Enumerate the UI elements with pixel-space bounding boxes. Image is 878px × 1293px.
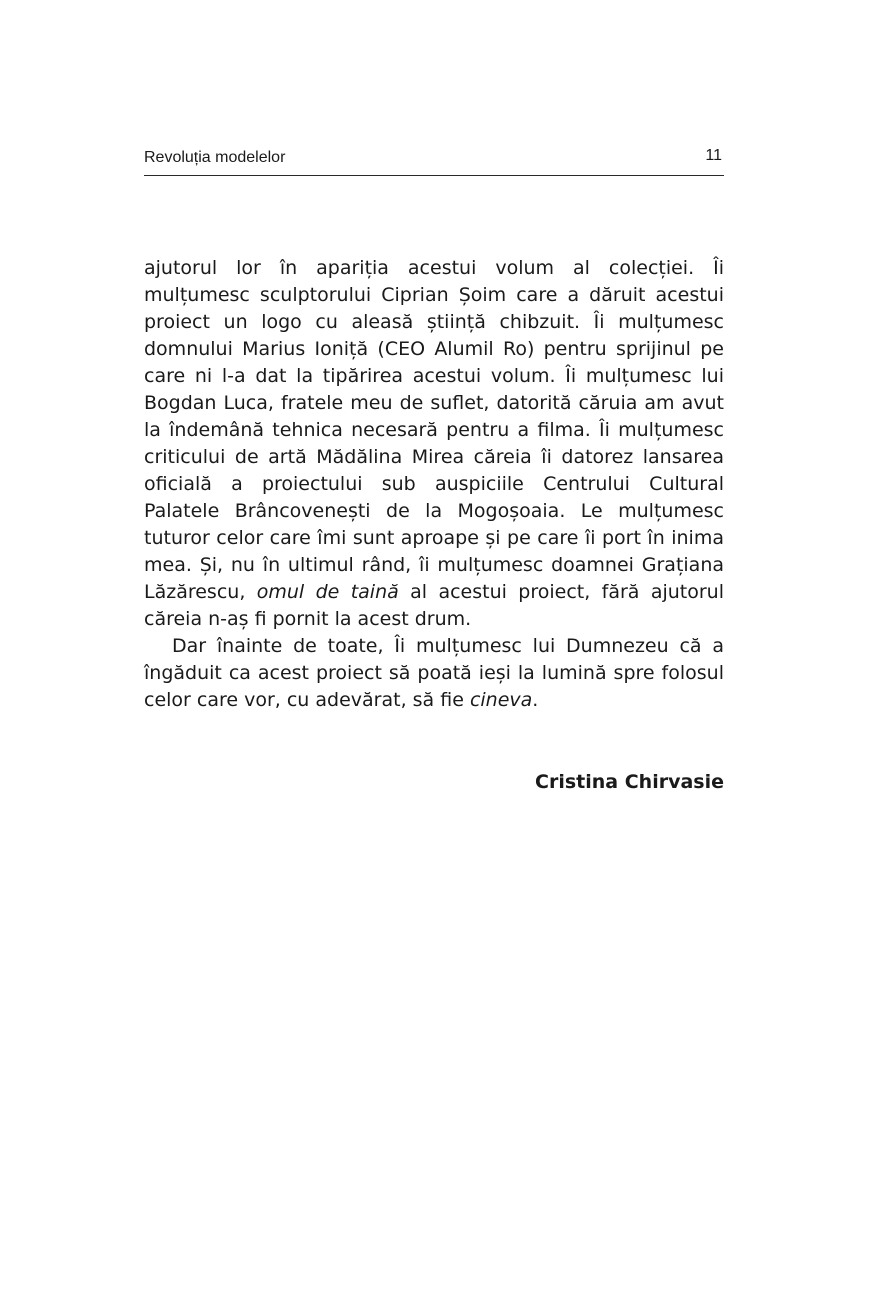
paragraph-2-emphasis: cineva xyxy=(469,689,533,711)
paragraph-1-text-a: ajutorul lor în apariția acestui volum al colecției. Îi mulțumesc sculptorului Ciprian Șoim care a dăruit acestui proiect un logo cu aleasă știință chibzuit. Îi mulțumesc domnului Marius Ioniță (CEO Alumil Ro) pentru sprijinul pe care ni l-a dat la tipărirea acestui volum. Îi mulțumesc lui Bogdan Luca, fratele meu de suflet, datorită căruia am avut la îndemână tehnica necesară pentru a filma. Îi mulțumesc criticului de artă Mădălina Mirea căreia îi datorez lansarea oficială a proiectului sub auspiciile Centrului Cultural Palatele Brâncovenești de la Mogoșoaia. Le mulțumesc tuturor celor care îmi sunt aproape și pe care îi port în inima mea. Și, nu în ultimul rând, îi mulțumesc doamnei Grațiana Lăzărescu, xyxy=(144,257,724,603)
paragraph-1-emphasis: omul de taină xyxy=(256,581,399,603)
paragraph-1-text-b: al acestui proiect, fără ajutorul căreia n-aș fi pornit la acest drum. xyxy=(144,581,724,630)
running-title: Revoluția modelelor xyxy=(144,149,286,166)
running-header xyxy=(144,146,724,176)
author-signature: Cristina Chirvasie xyxy=(535,771,724,793)
paragraph-2-text-b: . xyxy=(532,689,539,711)
paragraph-2 xyxy=(144,633,724,714)
body-text xyxy=(144,255,724,714)
paragraph-2-text-a: Dar înainte de toate, Îi mulțumesc lui Dumnezeu că a îngăduit ca acest proiect să poată ieși la lumină spre folosul celor care vor, cu adevărat, să fie xyxy=(144,635,724,711)
paragraph-1 xyxy=(144,255,724,633)
page-number: 11 xyxy=(705,147,722,164)
